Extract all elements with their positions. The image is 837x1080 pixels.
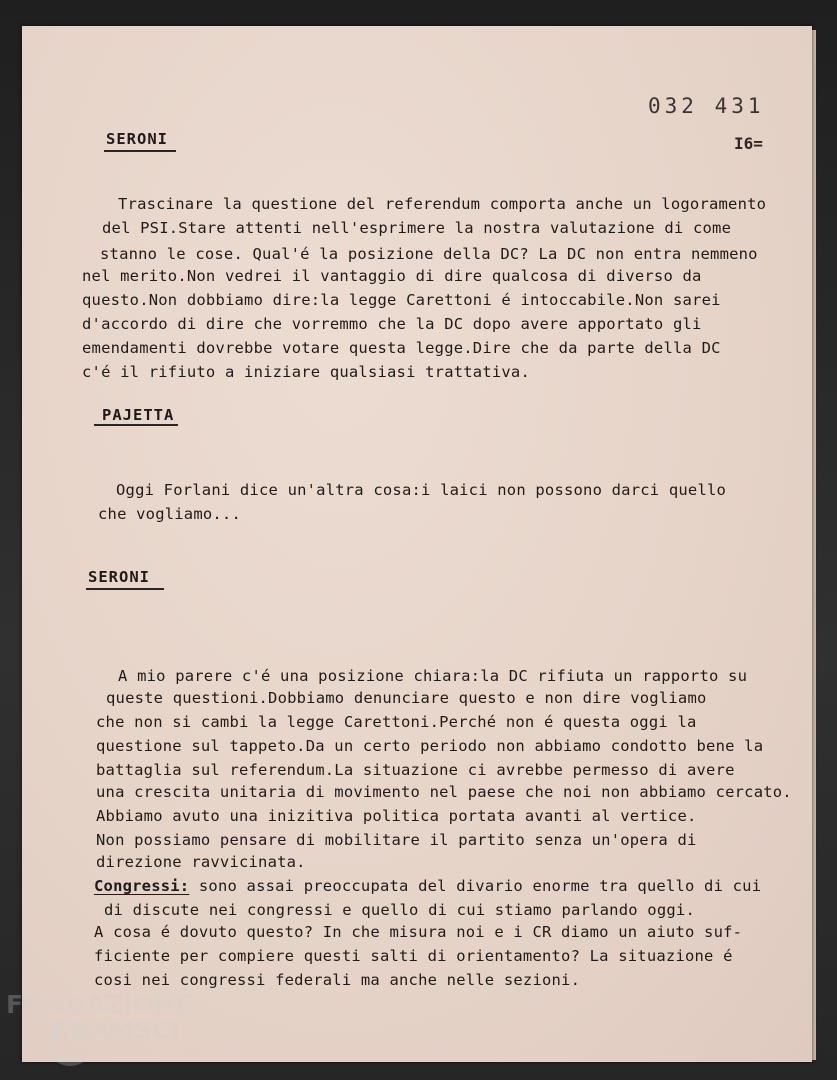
text-line: queste questioni.Dobbiamo denunciare questo e non dire vogliamo [106, 689, 707, 707]
watermark-line1: FONDAZIONE [6, 990, 193, 1019]
speaker-heading: SERONI [88, 568, 150, 586]
text-line: battaglia sul referendum.La situazione ci avrebbe permesso di avere [96, 761, 735, 779]
text-line: di discute nei congressi e quello di cui stiamo parlando oggi. [104, 901, 695, 919]
text-line: che vogliamo... [98, 505, 241, 523]
text-line: ficiente per compiere questi salti di orientamento? La situazione é [94, 947, 733, 965]
text-line: stanno le cose. Qual'é la posizione della DC? La DC non entra nemmeno [100, 245, 758, 263]
archive-number: 032 431 [648, 94, 765, 118]
text-line: A mio parere c'é una posizione chiara:la DC rifiuta un rapporto su [118, 667, 748, 685]
text-line: Non possiamo pensare di mobilitare il partito senza un'opera di [96, 831, 697, 849]
text-line: nel merito.Non vedrei il vantaggio di dire qualcosa di diverso da [82, 267, 702, 285]
text-line: questo.Non dobbiamo dire:la legge Carettoni é intoccabile.Non sarei [82, 291, 721, 309]
text-line: c'é il rifiuto a iniziare qualsiasi trattativa. [82, 363, 530, 381]
congressi-text: sono assai preoccupata del divario enorme tra quello di cui [198, 877, 762, 895]
text-line: cosi nei congressi federali ma anche nelle sezioni. [94, 971, 581, 989]
text-line: d'accordo di dire che vorremmo che la DC dopo avere apportato gli [82, 315, 702, 333]
congressi-label: Congressi: [94, 877, 190, 895]
text-line: A cosa é dovuto questo? In che misura noi e i CR diamo un aiuto suf- [94, 923, 743, 941]
speaker-heading: SERONI [106, 130, 168, 148]
text-line: che non si cambi la legge Carettoni.Perché non é questa oggi la [96, 713, 697, 731]
congressi-line [94, 876, 761, 896]
text-line: Trascinare la questione del referendum comporta anche un logoramento [118, 195, 767, 213]
watermark-line2: GRAMSCI [50, 1016, 180, 1045]
text-line: questione sul tappeto.Da un certo periodo non abbiamo condotto bene la [96, 737, 764, 755]
document-page [22, 26, 812, 1062]
text-line: direzione ravvicinata. [96, 853, 306, 871]
heading-underline [86, 588, 164, 590]
bleed-through [92, 134, 792, 156]
page-number: I6= [734, 134, 763, 153]
text-line: emendamenti dovrebbe votare questa legge.Dire che da parte della DC [82, 339, 721, 357]
fondazione-gramsci-watermark [6, 990, 216, 1070]
text-line: Oggi Forlani dice un'altra cosa:i laici non possono darci quello [116, 481, 727, 499]
text-line: del PSI.Stare attenti nell'esprimere la nostra valutazione di come [102, 219, 732, 237]
speaker-heading: PAJETTA [102, 406, 175, 424]
heading-underline [104, 150, 176, 152]
heading-underline [94, 424, 178, 426]
text-line: Abbiamo avuto una inizitiva politica portata avanti al vertice. [96, 807, 697, 825]
text-line: una crescita unitaria di movimento nel paese che noi non abbiamo cercato. [96, 783, 792, 801]
watermark-suffix: onlus [178, 1048, 203, 1058]
